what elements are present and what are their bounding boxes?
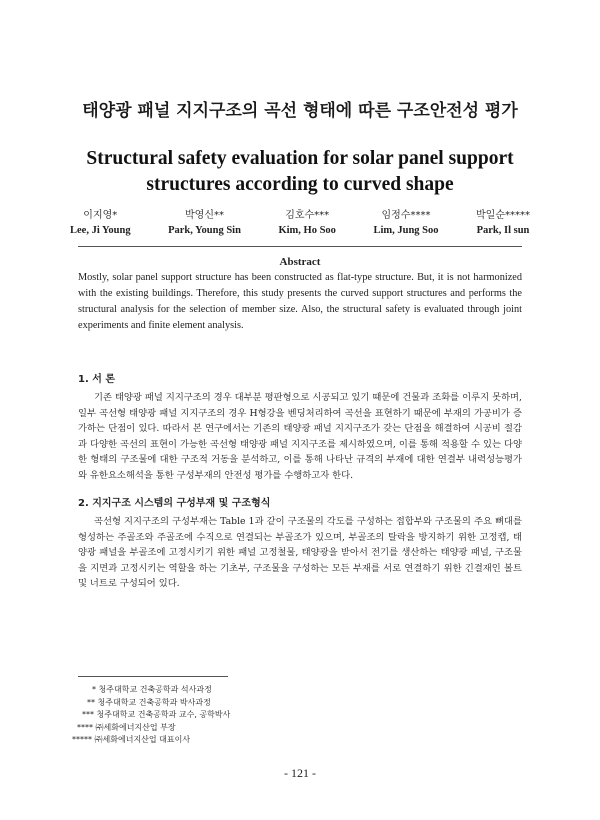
footnote: *** 청주대학교 건축공학과 교수, 공학박사 (82, 710, 231, 719)
author-name-en: Park, Young Sin (168, 225, 241, 236)
author-name-ko: 김호수*** (285, 210, 330, 221)
footnote: ** 청주대학교 건축공학과 박사과정 (87, 697, 211, 707)
footnotes (72, 684, 230, 747)
author-name-ko: 이지영* (83, 210, 118, 221)
author (373, 208, 438, 238)
section-text-structure: 곡선형 지지구조의 구성부재는 Table 1과 같이 구조물의 각도를 구성하는 접합부와 구조물의 주요 뼈대를 형성하는 주골조와 주골조에 수직으로 연결되는 부골조가 있으며, 부골조의 탈락을 방지하기 위한 고정캡, 태양광 패널을 부골조에 고정시키기 위한 패널 고정철물, 태양광을 받아서 전기를 생산하는 태양광 패널, 구조물을 지면과 고정시키는 역할을 하는 기초부, 구조물을 구성하는 모든 부재를 서로 연결하기 위한 긴결재인 볼트 및 너트로 구성되어 있다. (78, 516, 522, 589)
abstract-text: Mostly, solar panel support structure has been constructed as flat-type structure. But, it is not harmonized with the existing buildings. Therefore, this study presents the curved support structures and performs the structural analysis for the selection of member size. Also, the structural safety is evaluated through joint experiments and finite element analysis. (78, 272, 522, 331)
footnote: **** ㈜세화에너지산업 부장 (77, 722, 176, 732)
header-divider (78, 246, 522, 247)
section-heading-structure: 2. 지지구조 시스템의 구성부재 및 구조형식 (78, 498, 271, 509)
author-name-en: Kim, Ho Soo (278, 225, 336, 236)
author (168, 208, 241, 238)
title-korean: 태양광 패널 지지구조의 곡선 형태에 따른 구조안전성 평가 (82, 101, 518, 121)
footnote-divider (78, 676, 228, 677)
author (70, 208, 131, 238)
author (476, 208, 530, 238)
footnote: ***** ㈜세화에너지산업 대표이사 (72, 735, 191, 744)
author-name-ko: 박영신** (185, 210, 224, 221)
author-list (70, 208, 530, 238)
footnote: * 청주대학교 건축공학과 석사과정 (92, 685, 212, 694)
author-name-ko: 박일순***** (476, 210, 530, 221)
author-name-en: Lim, Jung Soo (373, 225, 439, 236)
page-number: - 121 - (284, 766, 316, 780)
section-heading-introduction: 1. 서 론 (78, 374, 116, 385)
author (278, 208, 335, 238)
author-name-ko: 임정수**** (381, 210, 431, 221)
title-english: Structural safety evaluation for solar panel support structures according to curved shape (86, 148, 514, 195)
author-name-en: Lee, Ji Young (70, 225, 131, 236)
abstract-heading: Abstract (279, 256, 321, 268)
author-name-en: Park, Il sun (476, 225, 530, 236)
section-text-introduction: 기존 태양광 패널 지지구조의 경우 대부분 평판형으로 시공되고 있기 때문에 건물과 조화를 이루지 못하며, 일부 곡선형 태양광 패널 지지구조의 경우 H형강을 벤딩처리하여 곡선을 표현하기 때문에 부재의 가공비가 증가하는 단점이 있다. 따라서 본 연구에서는 기존의 태양광 패널 지지구조가 갖는 단점을 해결하여 시공비 절감과 다양한 곡선의 표현이 가능한 곡선형 태양광 패널 지지구조를 제시하였으며, 이를 통해 적용할 수 있는 다양한 형태의 구조물에 대한 구조적 거동을 분석하고, 이를 통해 나타난 규격의 부재에 대한 연결부 내력성능평가와 유한요소해석을 통한 구성부재의 안전성 평가를 수행하고자 한다. (78, 392, 522, 481)
